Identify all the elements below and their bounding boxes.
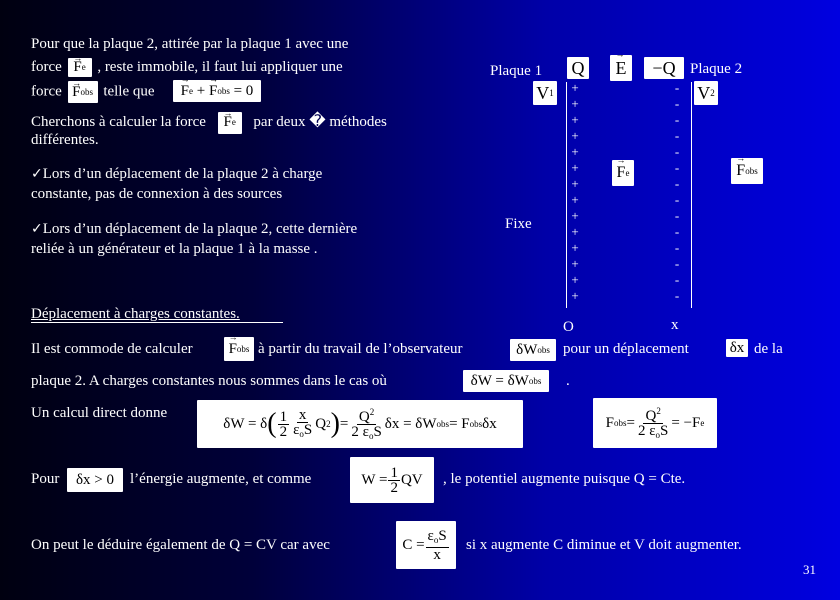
x-axis-label: x [671,317,679,333]
method-1-line-2: constante, pas de connexion à des sources [31,186,283,202]
plus-charge: + [571,160,579,175]
dx-positive-box: δx > 0 [67,468,123,492]
plus-charge: + [571,128,579,143]
plate-1-line [566,82,567,308]
seek-methodes: méthodes [329,114,387,130]
fe-inline-symbol: → F e [68,58,92,77]
intro-telle-que: telle que [103,83,155,100]
section-title-underline [31,322,283,323]
minus-charge: - [674,272,680,287]
energy-equation-box: W = $\frac{1}{2}$ QV [350,457,434,503]
dw-obs-box: δW obs [510,339,556,361]
charge-q-box: Q [567,57,589,79]
minus-charge: - [674,112,680,127]
plus-charge: + [571,80,579,95]
plus-charge: + [571,240,579,255]
minus-charge: - [674,144,680,159]
intro-line-3 [31,81,155,103]
direct-calculation-equation: δW = δ ( $\frac{1}{2}$ $\frac{x}{\varepsilon_oS}$ Q 2 ) = $\frac{Q^2}{2 \varepsilon_oS}$ δx = δW obs = F obs δx [197,400,523,448]
minus-charge: - [674,288,680,303]
v1-box: V 1 [533,81,557,105]
section-line-5b: si x augmente C diminue et V doit augmenter. [466,537,742,553]
plate-2-line [691,82,692,308]
check-mark-icon: ✓ [31,221,43,237]
plus-charge: + [571,176,579,191]
field-e-box: → E [610,55,632,81]
plus-charge: + [571,224,579,239]
plus-charge: + [571,96,579,111]
plus-charge: + [571,112,579,127]
seek-par-deux: par deux [253,114,306,130]
section-line-3: Un calcul direct donne [31,405,168,421]
seek-line-2: différentes. [31,132,99,148]
minus-charge: - [674,160,680,175]
fobs-diagram-box: → F obs [731,158,763,184]
intro-line-1: Pour que la plaque 2, attirée par la plaque 1 avec une [31,36,349,52]
check-mark-icon: ✓ [31,166,43,182]
dx-box: δx [726,339,748,357]
section-line-2b: . [566,373,570,389]
plate-1-label: Plaque 1 [490,63,543,79]
plus-charge: + [571,288,579,303]
method-1-line-1: ✓Lors d’un déplacement de la plaque 2 à charge [31,166,323,182]
fixed-label: Fixe [505,216,532,232]
fobs-symbol-box: → F obs [224,337,254,361]
placeholder-glyph-icon: � [309,111,326,130]
section-line-2a: plaque 2. A charges constantes nous sommes dans le cas où [31,373,387,389]
minus-charge: - [674,224,680,239]
fe-inline-symbol-2: → F e [218,112,242,134]
origin-label: O [563,319,574,335]
minus-charge: - [674,208,680,223]
minus-charge: - [674,240,680,255]
intro-line-2-rest: , reste immobile, il faut lui appliquer une [97,59,343,75]
section-line-5a: On peut le déduire également de Q = CV car avec [31,537,330,553]
section-title: Déplacement à charges constantes. [31,306,240,322]
page-number: 31 [803,562,816,577]
section-line-1c: pour un déplacement [563,341,689,357]
method-2-line-2: reliée à un générateur et la plaque 1 à la masse . [31,241,318,257]
plate-2-label: Plaque 2 [690,61,743,77]
dw-equals-box: δW = δW obs [463,370,549,392]
minus-charge: - [674,80,680,95]
section-line-4b: l’énergie augmente, et comme [130,471,312,487]
intro-line-2 [31,58,343,77]
fe-diagram-box: → F e [612,160,634,186]
intro-force-word: force [31,59,62,75]
minus-charge: - [674,176,680,191]
method-2-line-1: ✓Lors d’un déplacement de la plaque 2, cette dernière [31,221,358,237]
minus-charge: - [674,256,680,271]
minus-charge: - [674,96,680,111]
charge-minus-q-box: −Q [644,57,684,79]
v2-box: V 2 [694,81,718,105]
section-line-1d: de la [754,341,783,357]
fobs-result-equation: F obs = $\frac{Q^2}{2 \varepsilon_oS}$ = −F e [593,398,717,448]
seek-text: Cherchons à calculer la force [31,114,206,130]
minus-charge: - [674,192,680,207]
fobs-inline-symbol: → F obs [68,81,98,103]
capacitance-equation-box: C = $\frac{\varepsilon_oS}{x}$ [396,521,456,569]
plus-charge: + [571,272,579,287]
plus-charge: + [571,256,579,271]
section-line-1a: Il est commode de calculer [31,341,193,357]
section-line-4a: Pour [31,471,60,487]
plus-charge: + [571,208,579,223]
force-balance-equation: → F e + → F obs = 0 [173,80,261,102]
minus-charge: - [674,128,680,143]
section-line-4c: , le potentiel augmente puisque Q = Cte. [443,471,686,487]
plus-charge: + [571,192,579,207]
plus-charge: + [571,144,579,159]
intro-force-word-2: force [31,83,62,100]
section-line-1b: à partir du travail de l’observateur [258,341,463,357]
